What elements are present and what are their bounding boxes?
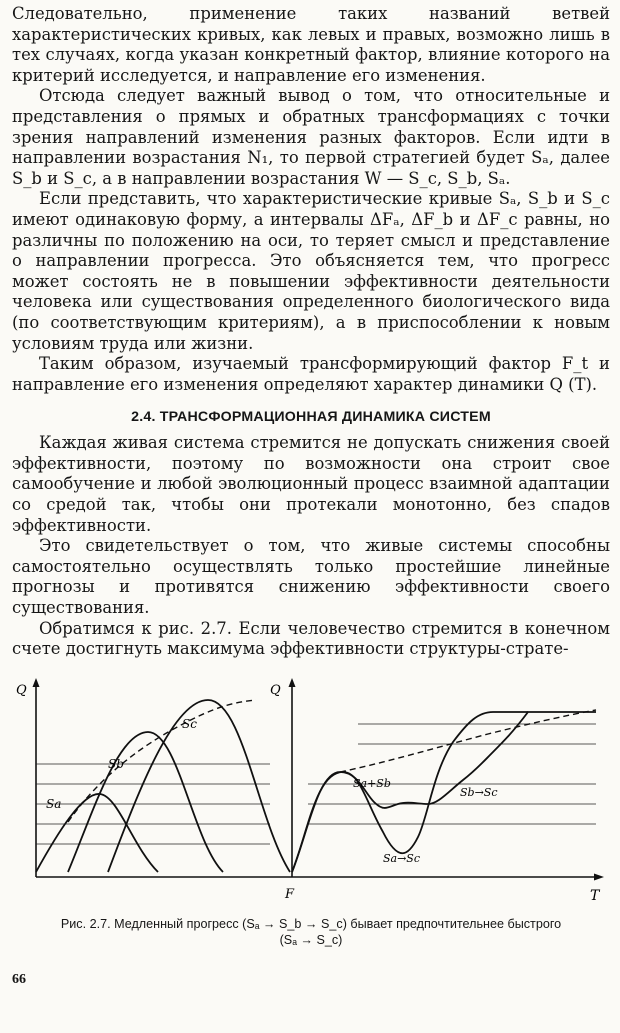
right-axis-q-label: Q (270, 683, 281, 698)
paragraph: Если представить, что характеристические кривые Sₐ, S_b и S_c имеют одинаковую форму, а интервалы ΔFₐ, ΔF_b и ΔF_c равны, но различны по положению на оси, то теряет смысл и представление о направлении прогресса. Это объясняется тем, что прогресс может состоять не в повышении эффективности деятельности человека или существования определенного биологического вида (по соответствующим критериям), а в приспособлении к новым условиям труда или жизни. (12, 189, 610, 353)
paragraph: Каждая живая система стремится не допускать снижения своей эффективности, поэтому по возможности она строит свое самообучение и любой эволюционный процесс взаимной адаптации со средой так, чтобы они протекали монотонно, без спадов эффективности. (12, 433, 610, 535)
curve-slow-progress (292, 712, 596, 872)
text-block (12, 4, 610, 660)
page-number: 66 (12, 972, 26, 987)
paragraph: Отсюда следует важный вывод о том, что относительные и представления о прямых и обратных трансформациях с точки зрения направлений изменения разных факторов. Если идти в направлении возрастания N₁, то первой стратегией будет Sₐ, далее S_b и S_c, а в направлении возрастания W — S_c, S_b, Sₐ. (12, 86, 610, 188)
label-sa-sc: Sa→Sc (383, 852, 421, 865)
label-sa: Sa (46, 797, 62, 811)
f-axis-label: F (285, 887, 295, 902)
curve-sb (68, 732, 223, 872)
t-arrow (594, 874, 604, 881)
caption-line-1: Рис. 2.7. Медленный прогресс (Sₐ → S_b → S_c) бывает предпочтительнее быстрого (60, 917, 562, 931)
left-y-arrow (33, 678, 40, 687)
label-sc: Sc (182, 717, 197, 731)
paragraph: Следовательно, применение таких названий ветвей характеристических кривых, как левых и правых, возможно лишь в тех случаях, когда указан конкретный фактор, влияние которого на критерий исследуется, и направление его изменения. (12, 4, 610, 85)
paragraph: Это свидетельствует о том, что живые системы способны самостоятельно осуществлять только простейшие линейные прогнозы и противятся снижению эффективности своего существования. (12, 536, 610, 618)
paragraph: Таким образом, изучаемый трансформирующий фактор F_t и направление его изменения определяют характер динамики Q (T). (12, 354, 610, 394)
right-y-arrow (289, 678, 296, 687)
label-sa-sb: Sa+Sb (353, 777, 391, 790)
left-level-lines (36, 764, 270, 844)
label-sb: Sb (108, 757, 124, 771)
left-axis-q-label: Q (16, 683, 27, 698)
label-sb-sc: Sb→Sc (460, 786, 498, 799)
curve-sc (108, 700, 290, 872)
t-axis-label: T (590, 888, 600, 904)
paragraph: Обратимся к рис. 2.7. Если человечество стремится в конечном счете достигнуть максимума эффективности структуры-страте- (12, 618, 610, 659)
caption-line-2: (Sₐ → S_c) (279, 933, 343, 947)
figure-caption (12, 916, 610, 948)
figure-2-7 (8, 672, 612, 912)
section-heading: 2.4. ТРАНСФОРМАЦИОННАЯ ДИНАМИКА СИСТЕМ (131, 409, 491, 426)
envelope-dashed-right (340, 710, 596, 772)
